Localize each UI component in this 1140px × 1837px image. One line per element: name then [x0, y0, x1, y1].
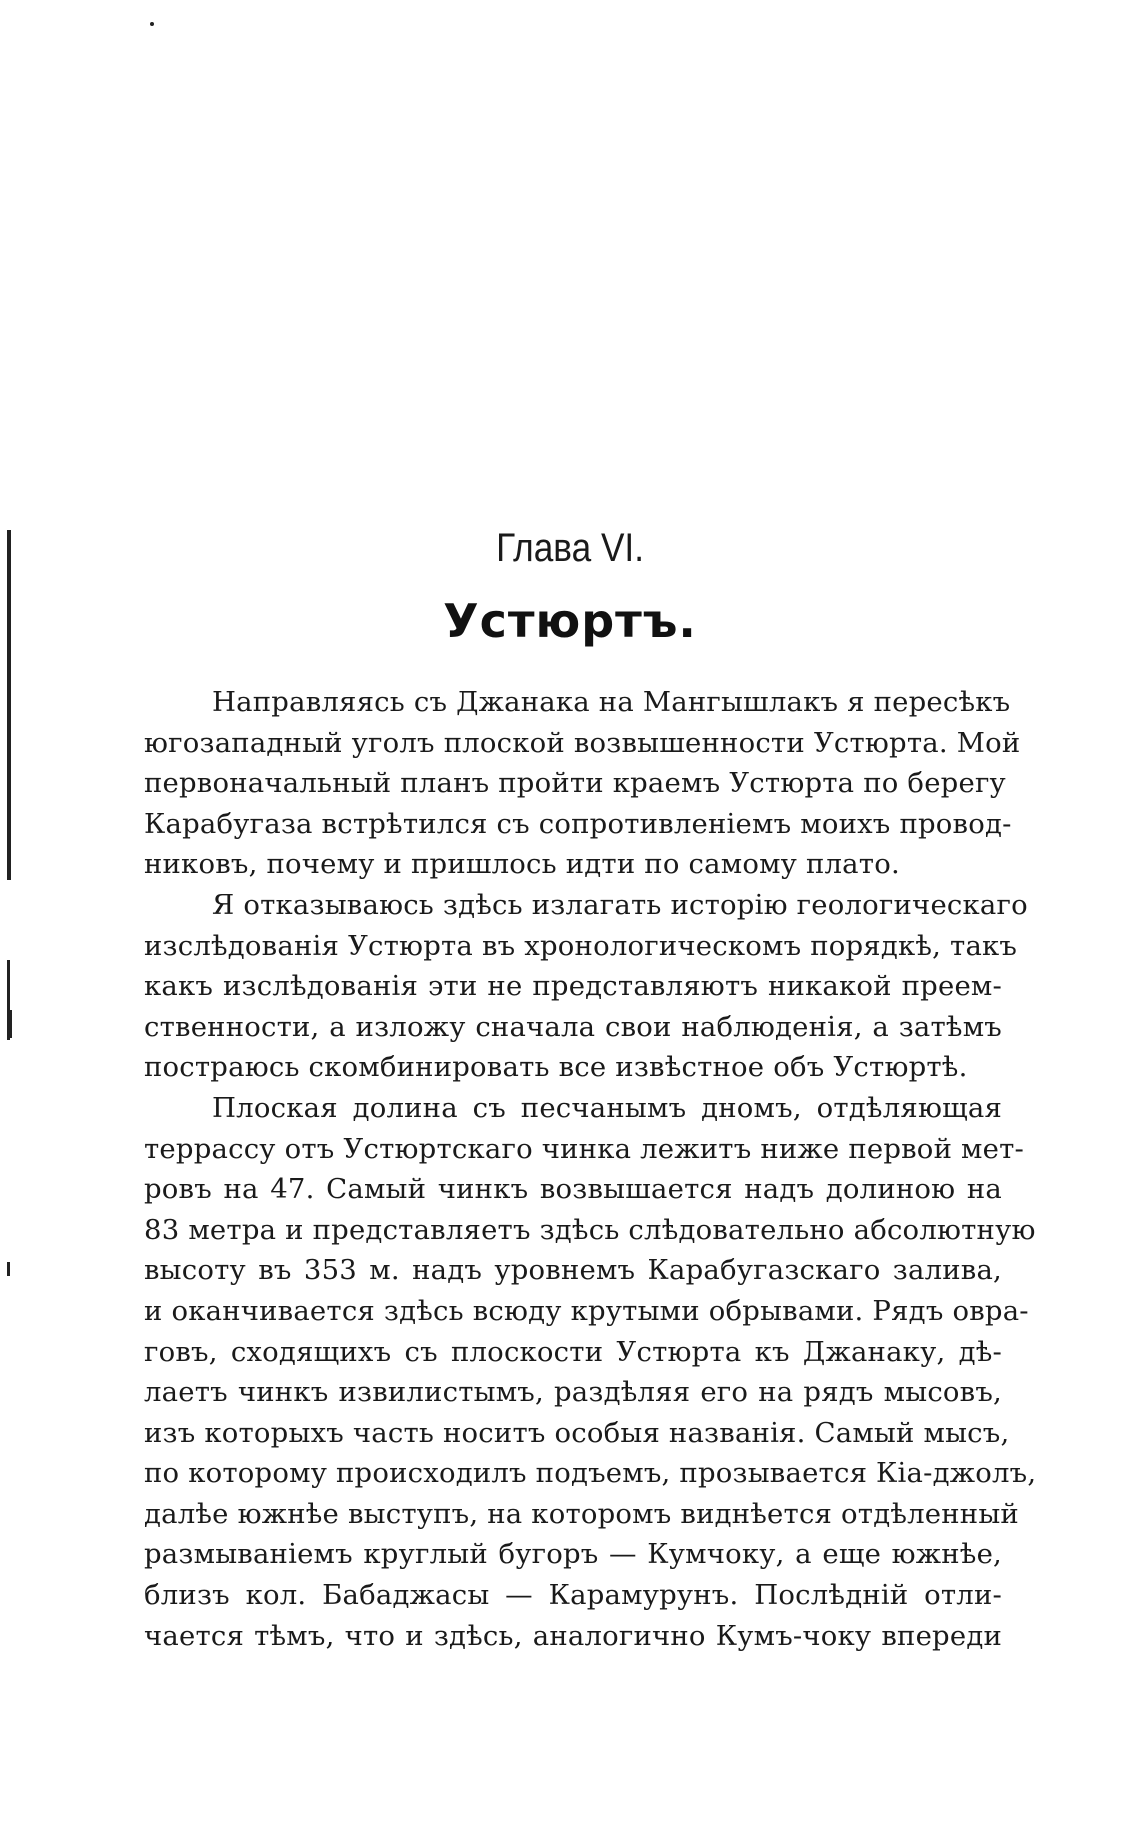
text-line: высоту въ 353 м. надъ уровнемъ Карабугазскаго залива, — [144, 1254, 1002, 1287]
text-line: Направляясь съ Джанака на Мангышлакъ я пересѣкъ — [212, 686, 1011, 718]
text-line: по которому происходилъ подъемъ, прозывается Кіа-джолъ, — [144, 1457, 1037, 1490]
text-line: Плоская долина съ песчанымъ дномъ, отдѣляющая — [212, 1091, 1002, 1124]
text-line: близъ кол. Бабаджасы — Карамурунъ. Послѣдній отли- — [144, 1579, 1002, 1612]
text-line: лаетъ чинкъ извилистымъ, раздѣляя его на рядъ мысовъ, — [144, 1376, 1002, 1409]
text-line: какъ изслѣдованія эти не представляютъ никакой преем- — [144, 970, 1002, 1003]
scan-dot — [150, 22, 154, 26]
text-line: первоначальный планъ пройти краемъ Устюрта по берегу — [144, 767, 1006, 800]
text-line: и оканчивается здѣсь всюду крутыми обрывами. Рядъ овра- — [144, 1294, 1029, 1327]
text-line: югозападный уголъ плоской возвышенности Устюрта. Мой — [144, 726, 1021, 759]
text-line: Я отказываюсь здѣсь излагать исторію геологическаго — [212, 888, 1028, 921]
chapter-heading — [0, 522, 1140, 574]
text-line: чается тѣмъ, что и здѣсь, аналогично Кумъ-чоку впереди — [144, 1619, 1002, 1652]
text-line: изъ которыхъ часть носитъ особыя названія. Самый мысъ, — [144, 1416, 1010, 1449]
text-line: изслѣдованія Устюрта въ хронологическомъ порядкѣ, такъ — [144, 929, 1018, 962]
scan-edge-mark — [8, 1010, 12, 1038]
body-text — [144, 682, 1037, 1656]
text-line: 83 метра и представляетъ здѣсь слѣдовательно абсолютную — [144, 1213, 1036, 1246]
text-line: террассу отъ Устюртскаго чинка лежитъ ниже первой мет- — [144, 1132, 1025, 1165]
chapter-heading-text: Глава VI. — [496, 526, 644, 570]
text-line: никовъ, почему и пришлось идти по самому плато. — [144, 848, 900, 881]
text-line: говъ, сходящихъ съ плоскости Устюрта къ Джанаку, дѣ- — [144, 1335, 1002, 1368]
text-line: ственности, а изложу сначала свои наблюденія, а затѣмъ — [144, 1010, 1002, 1043]
text-line: Карабугаза встрѣтился съ сопротивленіемъ моихъ провод- — [144, 807, 1012, 840]
text-line: ровъ на 47. Самый чинкъ возвышается надъ долиною на — [144, 1173, 1002, 1206]
text-line: размываніемъ круглый бугоръ — Кумчоку, а еще южнѣе, — [144, 1538, 1002, 1571]
scan-edge-mark — [7, 1262, 10, 1276]
scan-edge-mark — [7, 530, 11, 880]
text-line: постраюсь скомбинировать все извѣстное объ Устюртѣ. — [144, 1051, 968, 1084]
chapter-title: Устюртъ. — [443, 594, 697, 648]
text-line: далѣе южнѣе выступъ, на которомъ виднѣется отдѣленный — [144, 1497, 1019, 1530]
